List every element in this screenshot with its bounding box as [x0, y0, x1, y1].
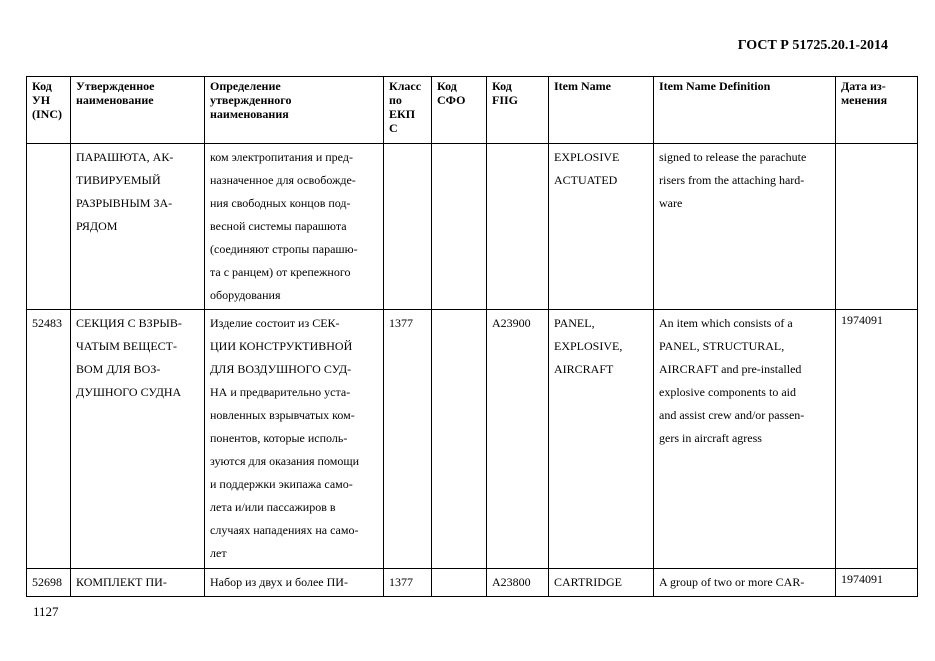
- cell-sfo: [432, 569, 487, 597]
- col-header-change-date: Дата из- менения: [836, 77, 918, 144]
- table-row: [27, 310, 918, 569]
- classification-table: [26, 76, 918, 597]
- col-header-approved-name: Утвержденное наименование: [71, 77, 205, 144]
- cell-inc: 52698: [27, 569, 71, 597]
- col-header-definition: Определение утвержденного наименования: [205, 77, 384, 144]
- cell-class: 1377: [384, 310, 432, 569]
- cell-item-name: PANEL, EXPLOSIVE, AIRCRAFT: [549, 310, 654, 569]
- cell-inc: [27, 144, 71, 310]
- cell-definition: Набор из двух и более ПИ-: [205, 569, 384, 597]
- cell-approved-name: КОМПЛЕКТ ПИ-: [71, 569, 205, 597]
- col-header-class: Класс по ЕКП С: [384, 77, 432, 144]
- page-number: 1127: [33, 604, 59, 619]
- cell-inc: 52483: [27, 310, 71, 569]
- cell-fiig: [487, 144, 549, 310]
- cell-sfo: [432, 310, 487, 569]
- cell-item-name: CARTRIDGE: [549, 569, 654, 597]
- cell-item-name-definition: signed to release the parachute risers from the attaching hard- ware: [654, 144, 836, 310]
- cell-approved-name: СЕКЦИЯ С ВЗРЫВ- ЧАТЫМ ВЕЩЕСТ- ВОМ ДЛЯ ВОЗ- ДУШНОГО СУДНА: [71, 310, 205, 569]
- cell-change-date: 1974091: [836, 569, 918, 597]
- col-header-item-name-definition: Item Name Definition: [654, 77, 836, 144]
- document-code: ГОСТ Р 51725.20.1-2014: [737, 38, 888, 53]
- cell-fiig: A23900: [487, 310, 549, 569]
- cell-definition: ком электропитания и пред- назначенное для освобожде- ния свободных концов под- весной системы парашюта (соединяют стропы парашю- та с ранцем) от крепежного оборудования: [205, 144, 384, 310]
- cell-class: [384, 144, 432, 310]
- cell-change-date: 1974091: [836, 310, 918, 569]
- col-header-item-name: Item Name: [549, 77, 654, 144]
- cell-item-name: EXPLOSIVE ACTUATED: [549, 144, 654, 310]
- cell-definition: Изделие состоит из СЕК- ЦИИ КОНСТРУКТИВНОЙ ДЛЯ ВОЗДУШНОГО СУД- НА и предварительно уста- новленных взрывчатых ком- понентов, которые исполь- зуются для оказания помощи и поддержки экипажа само- лета и/или пассажиров в случаях нападениях на само- лет: [205, 310, 384, 569]
- cell-change-date: [836, 144, 918, 310]
- table-row: [27, 144, 918, 310]
- col-header-sfo: Код СФО: [432, 77, 487, 144]
- cell-fiig: A23800: [487, 569, 549, 597]
- col-header-inc: Код УН (INC): [27, 77, 71, 144]
- cell-item-name-definition: An item which consists of a PANEL, STRUCTURAL, AIRCRAFT and pre-installed explosive components to aid and assist crew and/or passen- gers in aircraft agress: [654, 310, 836, 569]
- cell-class: 1377: [384, 569, 432, 597]
- cell-approved-name: ПАРАШЮТА, АК- ТИВИРУЕМЫЙ РАЗРЫВНЫМ ЗА- РЯДОМ: [71, 144, 205, 310]
- cell-item-name-definition: A group of two or more CAR-: [654, 569, 836, 597]
- table-row: [27, 569, 918, 597]
- col-header-fiig: Код FIIG: [487, 77, 549, 144]
- table-header-row: [27, 77, 918, 144]
- cell-sfo: [432, 144, 487, 310]
